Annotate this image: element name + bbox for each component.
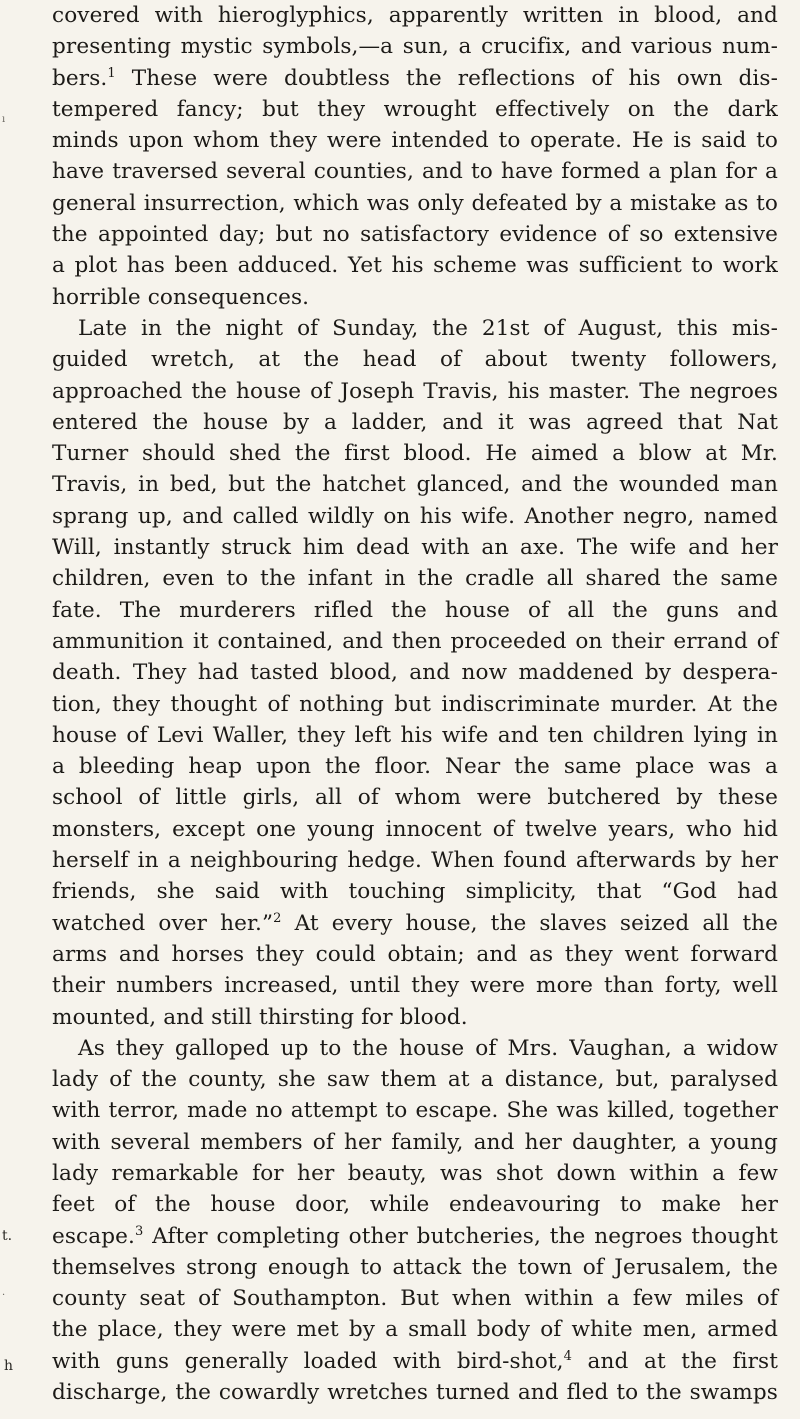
text-line — [52, 1033, 778, 1064]
text-line — [52, 908, 778, 939]
text-segment: Late in the night of Sunday, the 21st of August, this mis- — [78, 315, 778, 341]
text-segment: After completing other butcheries, the negroes thought — [143, 1223, 778, 1249]
text-line — [52, 1377, 778, 1408]
text-line — [52, 282, 778, 313]
text-segment: monsters, except one young innocent of twelve years, who hid — [52, 816, 778, 842]
text-segment: have traversed several counties, and to have formed a plan for a — [52, 159, 778, 185]
margin-mark: t. — [2, 1228, 13, 1244]
text-line — [52, 782, 778, 813]
text-line — [52, 63, 778, 94]
text-line — [52, 1095, 778, 1126]
text-line — [52, 219, 778, 250]
text-segment: the appointed day; but no satisfactory evidence of so extensive — [52, 222, 778, 248]
text-line — [52, 532, 778, 563]
text-line — [52, 250, 778, 281]
text-segment: friends, she said with touching simplicity, that “God had — [52, 879, 778, 905]
text-segment: feet of the house door, while endeavouring to make her — [52, 1192, 778, 1218]
text-segment: and at the first — [571, 1348, 778, 1374]
text-segment: Turner should shed the first blood. He aimed a blow at Mr. — [52, 441, 778, 467]
text-segment: county seat of Southampton. But when within a few miles of — [52, 1286, 778, 1312]
text-segment: tempered fancy; but they wrought effectively on the dark — [52, 96, 778, 122]
text-line — [52, 751, 778, 782]
text-line — [52, 1252, 778, 1283]
text-segment: guided wretch, at the head of about twenty followers, — [52, 347, 778, 373]
text-line — [52, 376, 778, 407]
margin-mark: h — [4, 1358, 14, 1374]
text-segment: entered the house by a ladder, and it was agreed that Nat — [52, 409, 778, 435]
text-segment: lady remarkable for her beauty, was shot down within a few — [52, 1160, 778, 1186]
text-line — [52, 344, 778, 375]
text-line — [52, 156, 778, 187]
text-segment: arms and horses they could obtain; and as they went forward — [52, 941, 778, 967]
footnote-marker: 3 — [135, 1223, 144, 1239]
text-line — [52, 1064, 778, 1095]
text-segment: the place, they were met by a small body of white men, armed — [52, 1317, 778, 1343]
text-segment: with guns generally loaded with bird-shot, — [52, 1348, 564, 1374]
text-line — [52, 814, 778, 845]
text-segment: Will, instantly struck him dead with an axe. The wife and her — [52, 535, 778, 561]
text-line — [52, 1127, 778, 1158]
text-line — [52, 689, 778, 720]
footnote-marker: 2 — [273, 910, 282, 926]
text-segment: mounted, and still thirsting for blood. — [52, 1004, 468, 1030]
text-segment: themselves strong enough to attack the town of Jerusalem, the — [52, 1254, 778, 1280]
body-text — [52, 0, 778, 1408]
text-segment: At every house, the slaves seized all the — [281, 910, 778, 936]
text-segment: minds upon whom they were intended to operate. He is said to — [52, 128, 778, 154]
text-segment: Travis, in bed, but the hatchet glanced, and the wounded man — [52, 472, 778, 498]
text-line — [52, 657, 778, 688]
text-segment: These were doubtless the reflections of his own dis- — [115, 65, 778, 91]
text-line — [52, 1283, 778, 1314]
text-segment: lady of the county, she saw them at a distance, but, paralysed — [52, 1067, 778, 1093]
text-segment: tion, they thought of nothing but indiscriminate murder. At the — [52, 691, 778, 717]
text-line — [52, 0, 778, 31]
text-segment: a plot has been adduced. Yet his scheme was sufficient to work — [52, 253, 778, 279]
footnote-marker: 1 — [107, 65, 116, 81]
text-segment: watched over her.” — [52, 910, 274, 936]
text-line — [52, 970, 778, 1001]
margin-dot: ı — [2, 114, 6, 125]
text-line — [52, 1346, 778, 1377]
text-segment: school of little girls, all of whom were butchered by these — [52, 785, 778, 811]
text-line — [52, 313, 778, 344]
text-segment: sprang up, and called wildly on his wife. Another negro, named — [52, 503, 778, 529]
margin-dot: · — [2, 1290, 6, 1301]
text-line — [52, 125, 778, 156]
text-line — [52, 1189, 778, 1220]
text-line — [52, 438, 778, 469]
text-segment: As they galloped up to the house of Mrs. Vaughan, a widow — [78, 1035, 778, 1061]
text-segment: general insurrection, which was only defeated by a mistake as to — [52, 190, 778, 216]
text-line — [52, 188, 778, 219]
text-segment: discharge, the cowardly wretches turned and fled to the swamps — [52, 1380, 778, 1406]
text-line — [52, 720, 778, 751]
text-line — [52, 939, 778, 970]
text-segment: covered with hieroglyphics, apparently written in blood, and — [52, 3, 778, 28]
footnote-marker: 4 — [563, 1348, 572, 1364]
text-line — [52, 595, 778, 626]
text-segment: fate. The murderers rifled the house of all the guns and — [52, 597, 778, 623]
text-line — [52, 626, 778, 657]
text-line — [52, 876, 778, 907]
text-segment: their numbers increased, until they were more than forty, well — [52, 973, 778, 999]
text-segment: horrible consequences. — [52, 284, 310, 310]
text-line — [52, 31, 778, 62]
text-segment: children, even to the infant in the cradle all shared the same — [52, 566, 778, 592]
text-line — [52, 469, 778, 500]
text-line — [52, 1002, 778, 1033]
text-line — [52, 501, 778, 532]
text-line — [52, 1314, 778, 1345]
text-line — [52, 563, 778, 594]
text-segment: with several members of her family, and her daughter, a young — [52, 1129, 778, 1155]
text-segment: death. They had tasted blood, and now maddened by despera- — [52, 660, 778, 686]
text-line — [52, 1158, 778, 1189]
text-segment: a bleeding heap upon the floor. Near the same place was a — [52, 754, 778, 780]
text-line — [52, 407, 778, 438]
text-segment: herself in a neighbouring hedge. When found afterwards by her — [52, 848, 778, 874]
text-segment: house of Levi Waller, they left his wife and ten children lying in — [52, 722, 778, 748]
text-segment: ammunition it contained, and then proceeded on their errand of — [52, 628, 778, 654]
text-line — [52, 94, 778, 125]
text-segment: approached the house of Joseph Travis, his master. The negroes — [52, 378, 778, 404]
text-line — [52, 1221, 778, 1252]
text-line — [52, 845, 778, 876]
text-segment: with terror, made no attempt to escape. She was killed, together — [52, 1098, 778, 1124]
text-segment: escape. — [52, 1223, 135, 1249]
text-segment: presenting mystic symbols,—a sun, a crucifix, and various num- — [52, 34, 778, 60]
text-segment: bers. — [52, 65, 108, 91]
